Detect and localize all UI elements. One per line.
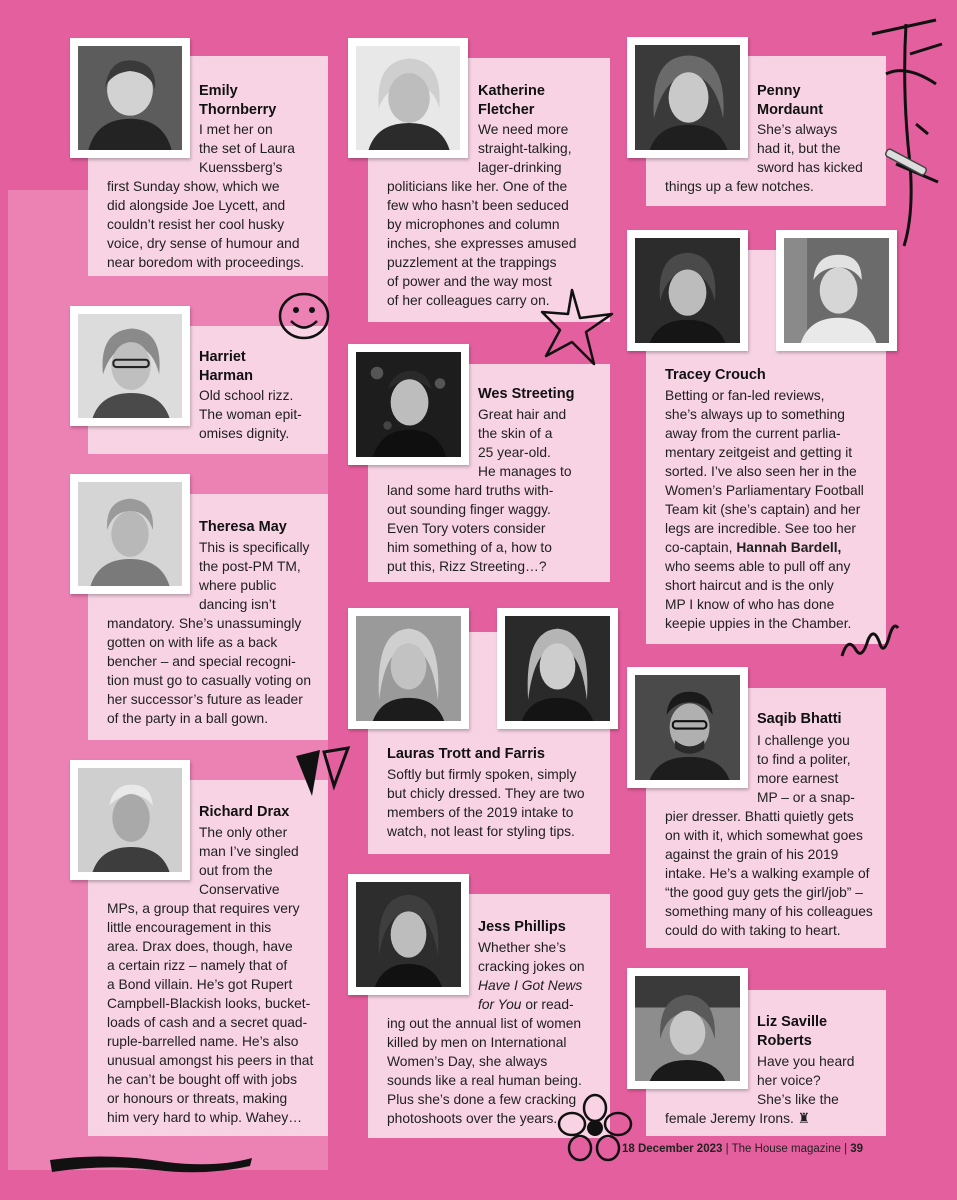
profile-text: Old school rizz. The woman epit- omises dignity. [199, 388, 302, 441]
page-footer [622, 1143, 863, 1155]
photo-harman [70, 306, 190, 426]
profile-text: things up a few notches. [665, 179, 814, 194]
profile-name: Lauras Trott and Farris [387, 746, 545, 762]
photo-drax [70, 760, 190, 880]
footer-date: 18 December 2023 [622, 1143, 723, 1155]
portrait-image [356, 882, 461, 987]
portrait-image [635, 675, 740, 780]
profile-text: land some hard truths with- out sounding finger waggy. Even Tory voters consider him something of a, how to put this, Rizz Streeting…? [387, 483, 554, 574]
portrait-image [635, 976, 740, 1081]
profile-text: ing out the annual list of women killed by men on International Women’s Day, she always sounds like a real human being. Plus she’s done a few cracking photoshoots over the years. [387, 1016, 582, 1126]
profile-text: mandatory. She’s unassumingly gotten on with life as a back bencher – and special recogni- tion must go to casually voting on her successor’s future as leader of the party in a ball gown. [107, 616, 312, 726]
portrait-image [78, 768, 182, 872]
profile-text: politicians like her. One of the few who hasn’t been seduced by microphones and column inches, she expresses amused puzzlement at the trappings of power and the way most of her colleagues carry on. [387, 179, 577, 308]
profile-text: I met her on the set of Laura Kuenssberg’s [199, 122, 295, 175]
photo-farris [497, 608, 618, 729]
triangle-doodle-icon [290, 746, 354, 806]
photo-streeting [348, 344, 469, 465]
profile-name: Wes Streeting [478, 386, 575, 402]
photo-bhatti [627, 667, 748, 788]
profile-name: Tracey Crouch [665, 367, 766, 383]
profile-text: MPs, a group that requires very little encouragement in this area. Drax does, though, have a certain rizz – namely that of a Bond villain. He’s got Rupert Campbell-Blackish looks, bucket- loads of cash and a secret quad- ruple-barrelled name. He’s also unusual amongst his peers in that he can’t be bought off with jobs or honours or threats, making him very hard to whip. Wahey… [107, 901, 314, 1125]
photo-fletcher [348, 38, 468, 158]
profile-text: I challenge you to find a politer, more earnest MP – or a snap- [757, 733, 855, 805]
photo-trott [348, 608, 469, 729]
profile-text: Great hair and the skin of a 25 year-old. He manages to [478, 407, 572, 479]
portrait-image [635, 45, 740, 150]
profile-text: Betting or fan-led reviews, she’s always up to something away from the current parlia- mentary zeitgeist and getting it sorted. I’ve also seen her in the Women’s Parliamentary Football Team kit (she’s captain) and her legs are incredible. See too her co-captain, Hannah Bardell, who seems able to pull off any short haircut and is the only MP I know of who has done keepie uppies in the Chamber. [665, 388, 864, 631]
profile-text: We need more straight-talking, lager-drinking [478, 122, 572, 175]
brush-stroke-doodle-icon [46, 1150, 256, 1180]
footer-separator: | [722, 1143, 732, 1155]
squiggle-doodle-icon [838, 616, 902, 668]
profile-text: female Jeremy Irons. ♜ [665, 1111, 811, 1126]
profile-text: Whether she’s cracking jokes on Have I Got News for You or read- [478, 940, 585, 1012]
profile-text: The only other man I’ve singled out from the Conservative [199, 825, 299, 897]
profile-name: Richard Drax [199, 804, 290, 820]
footer-separator: | [840, 1143, 851, 1155]
profile-name: Harriet Harman [199, 349, 253, 384]
photo-mordaunt [627, 37, 748, 158]
portrait-image [78, 46, 182, 150]
photo-may [70, 474, 190, 594]
photo-thornberry [70, 38, 190, 158]
profile-text: She’s always had it, but the sword has kicked [757, 122, 863, 175]
portrait-image [78, 314, 182, 418]
portrait-image [505, 616, 610, 721]
portrait-image [356, 616, 461, 721]
scribble-doodle-icon [866, 14, 948, 254]
profile-name: Liz Saville Roberts [757, 1014, 828, 1049]
profile-text: Have you heard her voice? She’s like the [757, 1054, 855, 1107]
photo-phillips [348, 874, 469, 995]
profile-name: Saqib Bhatti [757, 711, 842, 727]
profile-name: Katherine Fletcher [478, 83, 545, 118]
profile-text: This is specifically the post-PM TM, where public dancing isn’t [199, 540, 310, 612]
profile-name: Theresa May [199, 519, 287, 535]
smiley-doodle-icon [276, 290, 332, 342]
footer-page-number: 39 [850, 1143, 864, 1155]
portrait-image [635, 238, 740, 343]
portrait-image [78, 482, 182, 586]
star-doodle-icon [538, 284, 618, 368]
profile-name: Penny Mordaunt [757, 83, 824, 118]
footer-publication: The House magazine [731, 1143, 841, 1155]
profile-text: pier dresser. Bhatti quietly gets on with it, which somewhat goes against the grain of his 2019 intake. He’s a walking example of “the good guy gets the girl/job” – something many of his colleagues could do with taking to heart. [665, 809, 873, 938]
portrait-image [356, 46, 460, 150]
profile-name: Emily Thornberry [199, 83, 277, 118]
profile-text: first Sunday show, which we did alongside Joe Lycett, and couldn’t resist her cool husky voice, dry sense of humour and near boredom with proceedings. [107, 179, 305, 270]
portrait-image [356, 352, 461, 457]
profile-name: Jess Phillips [478, 919, 566, 935]
photo-roberts [627, 968, 748, 1089]
photo-crouch [627, 230, 748, 351]
profile-text: Softly but firmly spoken, simply but chicly dressed. They are two members of the 2019 intake to watch, not least for styling tips. [387, 767, 585, 839]
